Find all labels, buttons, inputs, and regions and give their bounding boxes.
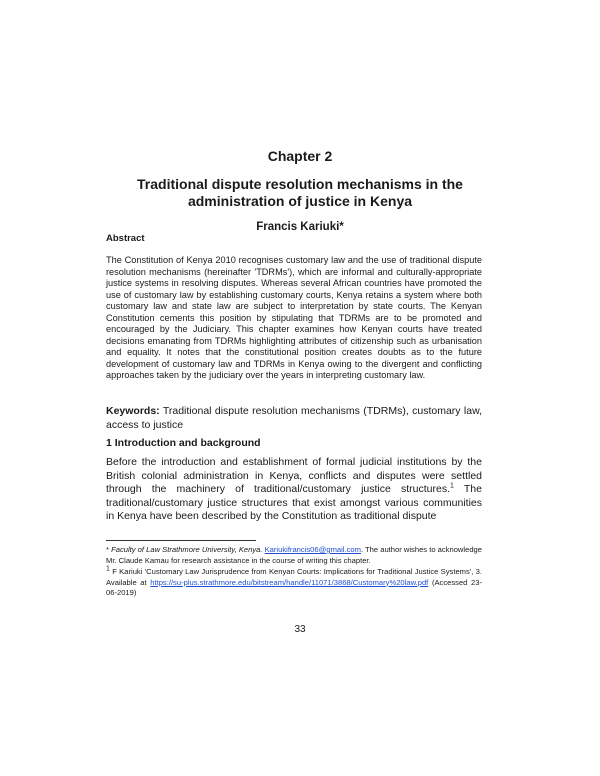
page-number: 33 bbox=[294, 624, 306, 635]
body-paragraph bbox=[106, 456, 482, 524]
footnote-ref[interactable]: 1 bbox=[450, 482, 454, 490]
abstract-heading: Abstract bbox=[106, 233, 145, 244]
footnote-2-url[interactable]: https://su-plus.strathmore.edu/bitstream/handle/11071/3868/Customary%20law.pdf bbox=[150, 577, 429, 587]
footnote-2-text: F Kariuki 'Customary Law Jurisprudence from Kenyan Courts: Implications for Traditional Justice Systems', 3. Available at bbox=[106, 567, 482, 587]
footnote-2 bbox=[106, 567, 482, 599]
author-email-link[interactable]: Kariukifrancis06@gmail.com bbox=[264, 545, 361, 554]
chapter-label: Chapter 2 bbox=[267, 148, 333, 164]
footnote-divider bbox=[106, 540, 256, 541]
abstract-text: The Constitution of Kenya 2010 recognises customary law and the use of traditional dispute resolution mechanisms (hereinafter 'TDRMs'), which are informal and culturally-appropriate justice systems in resolving disputes. Whereas several African countries have promoted the use of customary law by establishing customary courts, Kenya retains a system where both customary law and state law are subject to interpretation by state courts. The Kenyan Constitution cements this position by stipulating that TDRMs are to be promoted and encouraged by the Judiciary. This chapter examines how Kenyan courts have treated decisions emanating from TDRMs highlighting attributes of citizenship such as urbanisation and equality. It notes that the constitutional position creates doubts as to the future development of customary law and TDRMs in Kenya owing to the divergent and conflicting approaches taken by the judiciary over the years in interpreting customary law. bbox=[106, 255, 482, 380]
keywords-label: Keywords: bbox=[106, 405, 160, 417]
body-text-1: Before the introduction and establishment of formal judicial institutions by the British colonial administration in Kenya, conflicts and disputes were settled through the machinery of traditional/customary justice structures. bbox=[106, 456, 482, 495]
footnote-2-accessed: (Accessed 23-06-2019) bbox=[106, 577, 482, 597]
body-text-2: The traditional/customary justice structures that exist amongst various communities in Kenya have been described by the Constitution as traditional dispute bbox=[106, 483, 482, 522]
author-name: Francis Kariuki* bbox=[256, 221, 344, 233]
keywords-text: Traditional dispute resolution mechanisms (TDRMs), customary law, access to justice bbox=[106, 405, 482, 431]
footnote-2-marker: 1 bbox=[106, 565, 110, 573]
footnote-1-affiliation: Faculty of Law Strathmore University, Kenya. bbox=[111, 545, 263, 554]
keywords bbox=[106, 405, 482, 432]
footnote-1-marker: * bbox=[106, 545, 109, 554]
footnote-1-rest: . The author wishes to acknowledge Mr. Claude Kamau for research assistance in the course of writing this chapter. bbox=[106, 545, 482, 565]
chapter-title: Traditional dispute resolution mechanisms in the administration of justice in Kenya bbox=[137, 176, 463, 209]
footnote-1 bbox=[106, 545, 482, 566]
section-heading: 1 Introduction and background bbox=[106, 437, 261, 449]
